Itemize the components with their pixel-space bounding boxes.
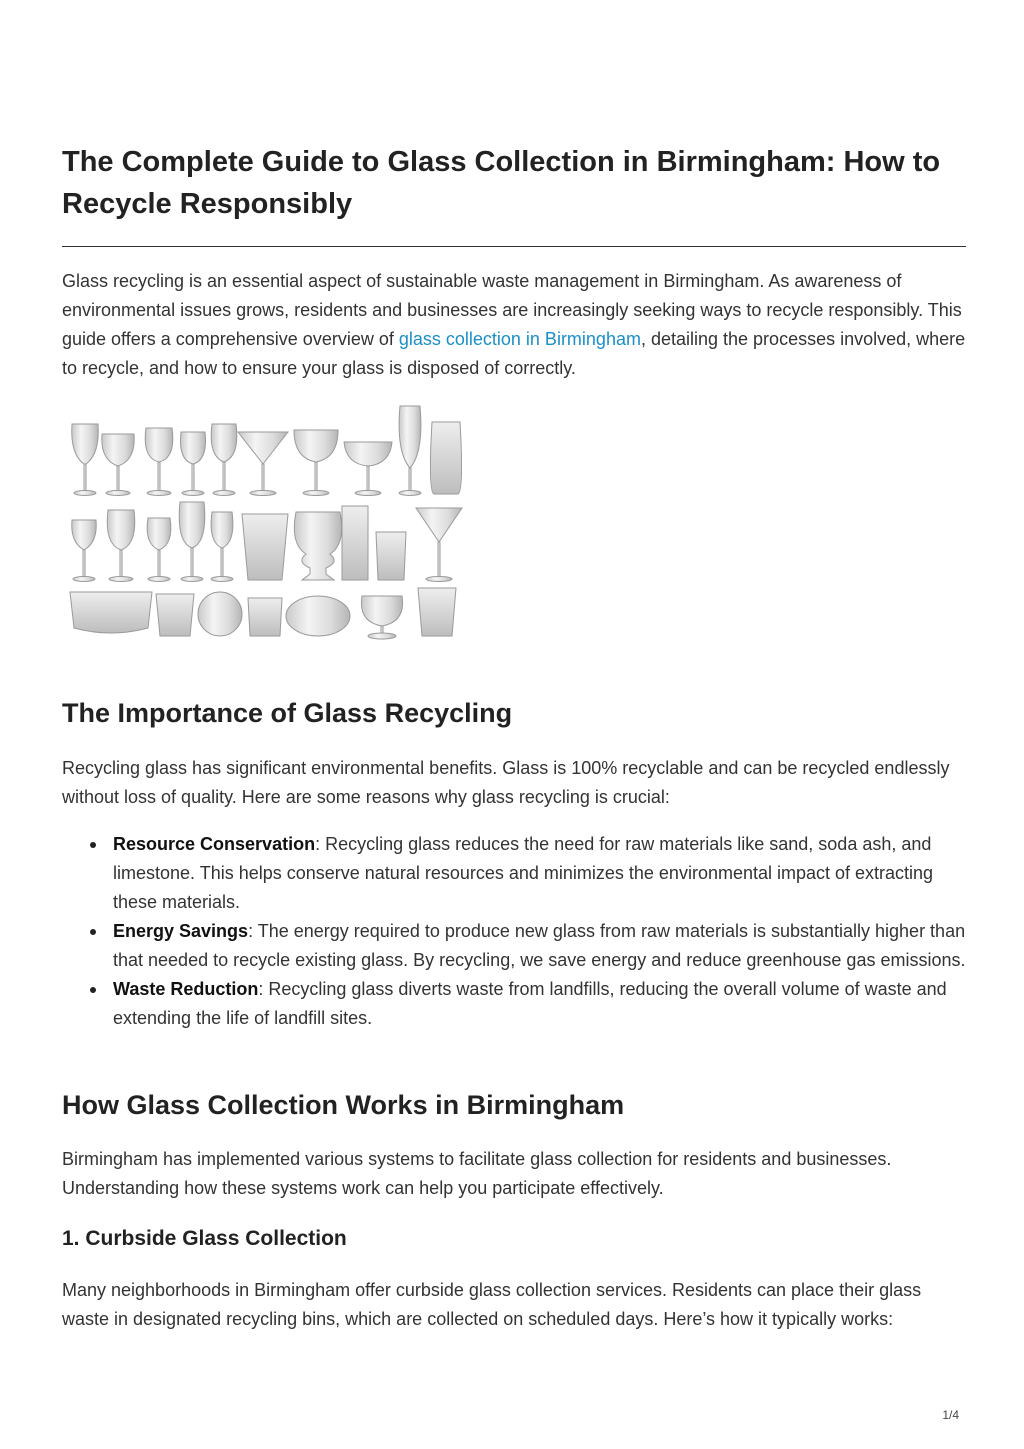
- bullet-term: Resource Conservation: [113, 834, 316, 854]
- wine-glass-icon: [181, 432, 206, 496]
- highball-glass-icon: [430, 422, 461, 494]
- tumbler-glass-icon: [418, 588, 456, 636]
- coupe-glass-icon: [344, 442, 392, 496]
- martini-glass-icon: [416, 508, 462, 582]
- wine-glass-icon: [145, 428, 173, 496]
- bullet-text: : Recycling glass reduces the need for raw materials like sand, soda ash, and limestone. This helps conserve natural resources and minimizes the environmental impact of extracting these materials.: [113, 834, 934, 912]
- bullet-text: : Recycling glass diverts waste from landfills, reducing the overall volume of waste and extending the life of landfill sites.: [113, 979, 947, 1028]
- bowl-icon: [70, 592, 152, 633]
- subheading-curbside: 1. Curbside Glass Collection: [62, 1227, 347, 1250]
- bowl-icon: [286, 596, 350, 636]
- martini-glass-icon: [238, 432, 288, 496]
- bullet-icon: [90, 842, 96, 848]
- section-heading-importance: The Importance of Glass Recycling: [62, 698, 513, 728]
- wine-glass-icon: [147, 518, 171, 582]
- bullet-icon: [90, 987, 96, 993]
- title-divider: [62, 246, 966, 247]
- collins-glass-icon: [342, 506, 368, 580]
- shot-glass-icon: [376, 532, 406, 580]
- tumbler-glass-icon: [242, 514, 288, 580]
- bullet-term: Waste Reduction: [113, 979, 259, 999]
- brandy-glass-icon: [361, 596, 402, 639]
- glassware-illustration: [66, 402, 466, 642]
- intro-paragraph: [62, 267, 966, 383]
- bullet-text: : The energy required to produce new glass from raw materials is substantially higher than that needed to recycle existing glass. By recycling, we save energy and reduce greenhouse gas emissions.: [113, 921, 966, 970]
- list-item: [62, 830, 966, 917]
- old-fashioned-glass-icon: [248, 598, 282, 636]
- wine-glass-icon: [179, 502, 205, 582]
- round-vase-icon: [198, 592, 242, 636]
- wine-glass-icon: [211, 424, 237, 496]
- list-item: [62, 975, 966, 1033]
- wine-glass-icon: [72, 424, 99, 496]
- benefits-list: [62, 830, 966, 1033]
- bullet-term: Energy Savings: [113, 921, 249, 941]
- list-item: [62, 917, 966, 975]
- page-number: 1/4: [942, 1408, 959, 1422]
- page-title: The Complete Guide to Glass Collection in Birmingham: How to Recycle Responsibly: [62, 146, 941, 220]
- section-heading-how-it-works: How Glass Collection Works in Birmingham: [62, 1090, 625, 1120]
- importance-paragraph: Recycling glass has significant environmental benefits. Glass is 100% recyclable and can be recycled endlessly without loss of quality. Here are some reasons why glass recycling is crucial:: [62, 758, 950, 807]
- wine-glass-icon: [102, 434, 134, 496]
- tumbler-glass-icon: [156, 594, 194, 636]
- curbside-paragraph: Many neighborhoods in Birmingham offer curbside glass collection services. Residents can place their glass waste in designated recycling bins, which are collected on scheduled days. Here’s how it typically works:: [62, 1280, 922, 1329]
- hurricane-glass-icon: [294, 512, 341, 580]
- glass-collection-link[interactable]: glass collection in Birmingham: [398, 329, 641, 349]
- how-it-works-paragraph: Birmingham has implemented various systems to facilitate glass collection for residents and businesses. Understanding how these systems work can help you participate effectively.: [62, 1149, 892, 1198]
- intro-text-before-link: Glass recycling is an essential aspect of sustainable waste management in Birmingham. As awareness of environmental issues grows, residents and businesses are increasingly seeking ways to recycle responsibly. This guide offers a comprehensive overview of: [62, 271, 962, 349]
- wine-glass-icon: [72, 520, 97, 582]
- intro-text-after-link: , detailing the processes involved, where to recycle, and how to ensure your glass is disposed of correctly.: [62, 329, 966, 378]
- bullet-icon: [90, 929, 96, 935]
- flute-glass-icon: [399, 406, 421, 496]
- wine-glass-icon: [211, 512, 233, 582]
- wine-glass-icon: [107, 510, 135, 582]
- cocktail-glass-icon: [294, 430, 338, 496]
